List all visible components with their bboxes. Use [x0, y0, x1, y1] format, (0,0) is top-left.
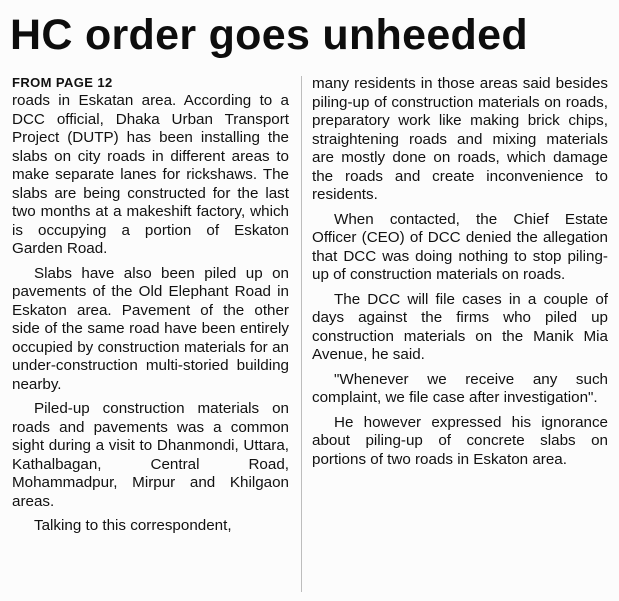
paragraph: "Whenever we receive any such complaint, we file case after investigation". [312, 370, 608, 406]
paragraph: Talking to this correspondent, [34, 517, 232, 534]
paragraph: He however expressed his ignorance about piling-up of concrete slabs on portions of two roads in Eskaton area. [312, 413, 608, 468]
paragraph: many residents in those areas said besides piling-up of construction materials on roads, preparatory work like making brick chips, straightening roads and mixing materials are mostly done on roads, which damage the roads and create inconvenience to residents. [312, 75, 608, 203]
paragraph: The DCC will file cases in a couple of days against the firms who piled up construction materials on the Manik Mia Avenue, he said. [312, 290, 608, 363]
paragraph: When contacted, the Chief Estate Officer (CEO) of DCC denied the allegation that DCC was doing nothing to stop piling-up of construction materials on roads. [312, 210, 608, 283]
headline: HC order goes unheeded [10, 11, 528, 59]
article-column-right [312, 75, 608, 469]
paragraph: Piled-up construction materials on roads and pavements was a common sight during a visit to Dhanmondi, Uttara, Kathalbagan, Central Road, Mohammadpur, Mirpur and Khilgaon areas. [12, 400, 289, 510]
paragraph: Slabs have also been piled up on pavements of the Old Elephant Road in Eskaton area. Pavement of the other side of the same road have been entirely occupied by construction materials for an under-construction multi-storied building nearby. [12, 264, 289, 393]
continued-from-label: FROM PAGE 12 [12, 75, 113, 90]
paragraph: roads in Eskatan area. According to a DCC official, Dhaka Urban Transport Project (DUTP) has been installing the slabs on city roads in different areas to make separate lanes for rickshaws. The slabs are being constructed for the last two months at a makeshift factory, which is occupying a portion of Eskaton Garden Road. [12, 92, 289, 257]
article-column-left [12, 75, 289, 536]
column-divider [301, 76, 302, 592]
